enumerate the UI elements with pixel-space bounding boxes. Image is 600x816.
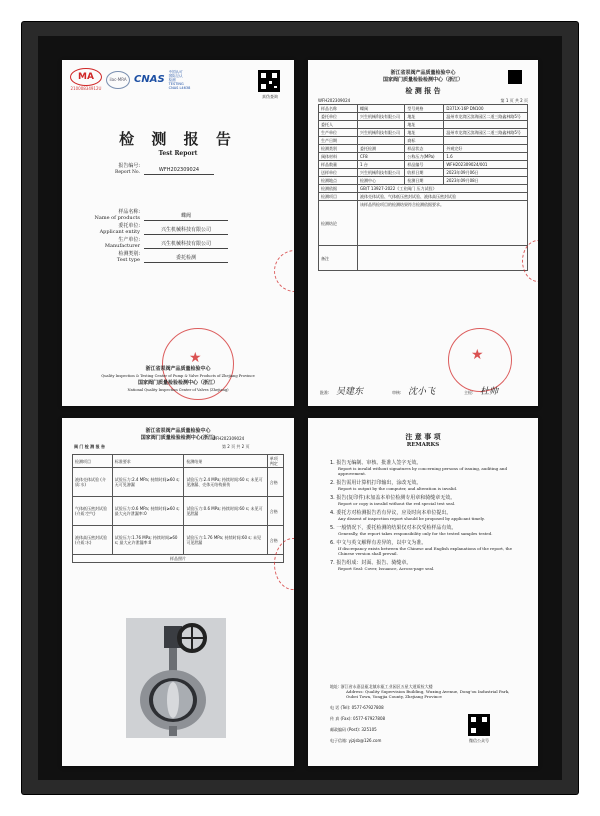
label-en: Applicant entity xyxy=(99,228,140,235)
remark-en: Generally, the report takes responsibility only for the tested samples tested. xyxy=(338,531,493,536)
picture-frame xyxy=(22,22,578,794)
label-cn: 样品名称: xyxy=(118,209,140,215)
remark-cn: 1. 报告无编制、审核、批准人签字无效。 xyxy=(330,460,422,466)
table-cell: 检测地点 xyxy=(319,177,358,185)
approver-label: 批准: xyxy=(320,390,330,395)
remark-cn: 7. 报告组成：封面、报告、骑缝章。 xyxy=(330,560,412,566)
cnas-caption-line: TESTING xyxy=(168,81,184,86)
table-cell xyxy=(358,137,405,145)
frame-mat xyxy=(38,36,562,780)
valve-photo xyxy=(126,618,226,738)
remark-cn: 4. 委托方对检测报告若有异议，应及时向本单位提出。 xyxy=(330,510,452,516)
butterfly-valve-image xyxy=(126,618,226,738)
remark-en: Report Seal: Cover, Issuance, Across-page seal. xyxy=(338,566,435,571)
qr-code xyxy=(258,70,280,92)
table-cell: 检测类别 xyxy=(319,145,358,153)
ma-logo xyxy=(70,68,102,91)
remark-en: Report or copy is invalid without the red special test seal. xyxy=(338,501,456,506)
table-cell: 该样品所检项目的检测结果符合检测依据要求。 xyxy=(358,201,528,246)
remarks-page xyxy=(308,418,538,766)
report-title-en: Test Report xyxy=(158,150,198,157)
email-label: 电子信箱: xyxy=(330,738,348,743)
field-label xyxy=(82,238,140,249)
table-cell: 样品状态 xyxy=(405,145,444,153)
table-cell: 阀体材料 xyxy=(319,153,358,161)
table-cell: 备注 xyxy=(319,246,358,271)
table-row xyxy=(319,105,528,113)
accreditation-logos xyxy=(70,68,190,91)
column-header: 检测项目 xyxy=(73,455,113,468)
tel-line xyxy=(330,705,516,710)
remarks-list xyxy=(330,460,516,575)
table-row xyxy=(319,185,528,193)
table-cell: CF8 xyxy=(358,153,405,161)
table-cell: 液体壳体试验、气体低压密封试验、液体高压密封试验 xyxy=(358,193,528,201)
field-row xyxy=(82,238,228,249)
table-row xyxy=(319,169,528,177)
summary-table xyxy=(318,104,528,271)
table-cell: 温州市龙湾区滨海园区二道三路鑫林路5号 xyxy=(444,113,528,121)
ma-number: 21000834912U xyxy=(70,86,102,91)
remark-en: Report is invalid without signatures by concerning persons of issuing, auditing and approvement. xyxy=(338,466,508,476)
auditor-label: 审核: xyxy=(392,390,402,395)
table-row xyxy=(319,161,528,169)
page-title: 阀 门 检 测 报 告 xyxy=(74,444,105,449)
remark-item xyxy=(330,540,516,556)
page-header2-cn: 国家阀门质量检验检测中心(浙江) xyxy=(140,435,216,441)
field-row xyxy=(82,210,228,221)
seal-star-icon: ★ xyxy=(189,350,202,366)
report-cover-page xyxy=(62,60,294,406)
report-no: WFH202309024 xyxy=(318,98,351,103)
field-label xyxy=(82,252,140,263)
table-cell: 兴生机械科技有限公司 xyxy=(358,169,405,177)
address-cn: 浙江省永嘉县瓯北镇东瓯工业园区五星大道质检大楼 xyxy=(340,684,433,689)
table-cell: 兴生机械科技有限公司 xyxy=(358,129,405,137)
auditor-signature: 沈小飞 xyxy=(408,387,436,397)
table-cell: 2023年09月06日 xyxy=(444,169,528,177)
issuer2-name-en: National Quality Inspection Center of Valves (Zhejiang) xyxy=(127,388,229,392)
table-cell: 送样单位 xyxy=(319,169,358,177)
page-header-cn: 浙江省泵阀产品质量检验中心 xyxy=(390,70,456,76)
post-value: 325105 xyxy=(361,727,377,732)
report-title-cn: 检 测 报 告 xyxy=(119,130,237,148)
seal-star-icon: ★ xyxy=(471,347,484,363)
field-label xyxy=(82,210,140,221)
label-cn: 检测类别: xyxy=(118,251,140,257)
table-row xyxy=(319,145,528,153)
inspector-signature: 杜帅 xyxy=(480,387,499,397)
remark-item xyxy=(330,525,516,536)
table-row xyxy=(73,468,284,497)
page-header2-cn: 国家阀门质量检验检测中心（浙江） xyxy=(382,77,463,83)
qr-caption: 真伪查询 xyxy=(262,94,278,99)
address-label: 地址: xyxy=(330,684,340,689)
page-title: 检 测 报 告 xyxy=(405,86,441,95)
table-cell: 液体高压密封试验 (介质:水) xyxy=(73,526,113,555)
table-cell: 委托人 xyxy=(319,121,358,129)
table-cell: 样品数量 xyxy=(319,161,358,169)
table-cell: 气体低压密封试验 (介质:空气) xyxy=(73,497,113,526)
approver-signature: 吴建东 xyxy=(336,387,364,397)
cnas-caption-line: 国际互认 xyxy=(168,73,183,78)
tel-label: 电 话 (Tel): xyxy=(330,705,351,710)
table-cell: 地址 xyxy=(405,121,444,129)
table-cell xyxy=(444,121,528,129)
cnas-mark: CNAS xyxy=(134,74,165,85)
table-cell: 检测中心 xyxy=(358,177,405,185)
table-cell: 地址 xyxy=(405,129,444,137)
page-indicator: 第 1 页 共 2 页 xyxy=(500,98,528,103)
remark-cn: 6. 中文与英文解释有差异的，以中文为准。 xyxy=(330,540,427,546)
table-row xyxy=(319,137,528,145)
table-cell: 样品编号 xyxy=(405,161,444,169)
table-cell: 委托单位 xyxy=(319,113,358,121)
remark-en: Report is output by the computer, and alteration is invalid. xyxy=(338,486,458,491)
page-indicator: 第 2 页 共 2 页 xyxy=(222,444,250,449)
remark-item xyxy=(330,510,516,521)
test-results-page xyxy=(62,418,294,766)
table-cell xyxy=(444,137,528,145)
remark-cn: 2. 报告需用计算机打印输出，涂改无效。 xyxy=(330,480,422,486)
remark-item xyxy=(330,495,516,506)
table-cell: 液体壳体试验 (介质:水) xyxy=(73,468,113,497)
table-cell: 收样日期 xyxy=(405,169,444,177)
field-row xyxy=(82,224,228,235)
label-en: Name of products xyxy=(94,214,140,221)
cnas-caption-line: 中国认可 xyxy=(168,69,183,74)
remark-cn: 3. 报告(复印件)未加盖本单位检测专用章和骑缝章无效。 xyxy=(330,495,456,501)
table-row xyxy=(319,193,528,201)
field-row xyxy=(82,252,228,263)
table-cell xyxy=(358,246,528,271)
table-cell: GB/T 13927-2022《工业阀门 压力试验》 xyxy=(358,185,528,193)
report-no-row xyxy=(82,164,214,175)
field-label xyxy=(82,224,140,235)
label-cn: 报告编号: xyxy=(118,163,140,169)
report-no: WFH202309024 xyxy=(212,436,245,441)
issuer-name-cn: 浙江省泵阀产品质量检验中心 xyxy=(145,366,211,372)
post-label: 邮政编码 (Post): xyxy=(330,727,361,732)
table-cell: 温州市龙湾区滨海园区二道三路鑫林路5号 xyxy=(444,129,528,137)
remarks-title-cn: 注 意 事 项 xyxy=(405,433,441,441)
table-cell: 委托检测 xyxy=(358,145,405,153)
ma-mark: MA xyxy=(70,68,102,86)
edge-seal xyxy=(274,250,294,292)
table-cell: WFH202309024/001 xyxy=(444,161,528,169)
field-value: 委托检测 xyxy=(144,254,228,263)
table-cell: 合格 xyxy=(267,497,283,526)
table-cell: 蝶阀 xyxy=(358,105,405,113)
table-cell: 检测项目 xyxy=(319,193,358,201)
table-cell: D371X-16P DN100 xyxy=(444,105,528,113)
label-cn: 生产单位: xyxy=(118,237,140,243)
column-header: 检测结果 xyxy=(184,455,267,468)
tel-value: 0577-67927808 xyxy=(351,705,384,710)
table-cell xyxy=(358,121,405,129)
remark-en: If discrepancy exists between the Chinese and English explanations of the report, the Chinese version shall prevail. xyxy=(338,546,512,556)
table-cell: 2023年09月08日 xyxy=(444,177,528,185)
cnas-caption-line: CNAS L4638 xyxy=(168,85,191,90)
fax-value: 0577-67927808 xyxy=(353,716,386,721)
table-cell: 试验压力:0.6 MPa; 持续时间≥60 s; 最大允许泄漏率:0 xyxy=(112,497,184,526)
table-row xyxy=(319,121,528,129)
field-value: 蝶阀 xyxy=(144,212,228,221)
table-cell: 检测日期 xyxy=(405,177,444,185)
remarks-title-en: REMARKS xyxy=(406,442,440,448)
table-cell: 兴生机械科技有限公司 xyxy=(358,113,405,121)
wechat-qr-code xyxy=(468,714,490,736)
ilac-logo: ilac-MRA xyxy=(106,71,130,89)
table-cell: 公称压力(MPa) xyxy=(405,153,444,161)
report-summary-page xyxy=(308,60,538,406)
remark-item xyxy=(330,460,516,476)
cnas-caption-line: 检测 xyxy=(168,77,176,82)
qr-caption: 微信公众号 xyxy=(469,738,489,743)
table-cell: 地址 xyxy=(405,113,444,121)
table-row xyxy=(73,526,284,555)
table-cell: 试验压力:0.6 MPa; 持续时间:60 s; 未见可见泄漏 xyxy=(184,497,267,526)
table-cell: 外观完好 xyxy=(444,145,528,153)
label-en: Report No. xyxy=(114,169,140,175)
cnas-caption xyxy=(169,70,191,90)
issuer2-name-cn: 国家阀门质量检验检测中心（浙江） xyxy=(137,380,218,386)
label-en: Manufacturer xyxy=(104,242,140,249)
table-cell: 样品名称 xyxy=(319,105,358,113)
column-header: 单项判定 xyxy=(267,455,283,468)
table-cell: 试验压力:2.4 MPa; 持续时间≥60 s; 无可见渗漏 xyxy=(112,468,184,497)
table-cell: 试验压力:1.76 MPa; 持续时间≥60 s; 最大允许泄漏率:0 xyxy=(112,526,184,555)
table-row xyxy=(319,246,528,271)
page-header-cn: 浙江省泵阀产品质量检验中心 xyxy=(145,428,211,434)
table-header-row xyxy=(73,455,284,468)
cnas-logo xyxy=(134,74,165,85)
results-table xyxy=(72,454,284,563)
table-cell: 生产单位 xyxy=(319,129,358,137)
remark-cn: 5. 一般情况下，委托检测的结果仅对本次受检样品有效。 xyxy=(330,525,457,531)
table-row xyxy=(319,177,528,185)
column-header: 标准要求 xyxy=(112,455,184,468)
table-cell: 检测依据 xyxy=(319,185,358,193)
email-value: yjzjsb@126.com xyxy=(348,738,382,743)
table-row xyxy=(319,153,528,161)
report-no-label xyxy=(82,164,140,175)
table-cell: 1.6 xyxy=(444,153,528,161)
table-cell: 生产日期 xyxy=(319,137,358,145)
table-cell: 试验压力:1.76 MPa; 持续时间:60 s; 未见可见泄漏 xyxy=(184,526,267,555)
table-row xyxy=(73,497,284,526)
issuer-name-en: Quality Inspection & Testing Center of Pump & Valve Products of Zhejiang Province xyxy=(101,374,255,378)
table-cell: 型号规格 xyxy=(405,105,444,113)
table-cell: 1 台 xyxy=(358,161,405,169)
remark-en: Any dissent of inspection report should be proposed by applicant timely. xyxy=(338,516,485,521)
table-cell: 合格 xyxy=(267,526,283,555)
table-cell: 试验压力:2.4 MPa; 持续时间:60 s; 未见可见渗漏、壳体无结构损伤 xyxy=(184,468,267,497)
label-en: Test type xyxy=(116,256,140,263)
field-value: 兴生机械科技有限公司 xyxy=(144,226,228,235)
table-row xyxy=(319,129,528,137)
table-cell: 合格 xyxy=(267,468,283,497)
table-row xyxy=(73,555,284,563)
remark-item xyxy=(330,560,516,571)
qr-code xyxy=(508,70,522,84)
photo-section-label: 样品照片 xyxy=(73,555,284,563)
table-row xyxy=(319,113,528,121)
fax-label: 传 真 (Fax): xyxy=(330,716,352,721)
remark-item xyxy=(330,480,516,491)
address-en: Address: Quality Supervision Building, Wuxing Avenue, Dong'ou Industrial Park, Oubei Town, Yongjia County, Zhejiang Province xyxy=(346,689,510,699)
inspector-label: 主检: xyxy=(464,390,474,395)
report-no-value: WFH202309024 xyxy=(144,167,214,175)
table-cell: 检测结论 xyxy=(319,201,358,246)
table-row xyxy=(319,201,528,246)
field-value: 兴生机械科技有限公司 xyxy=(144,240,228,249)
table-cell: 商标 xyxy=(405,137,444,145)
label-cn: 委托单位: xyxy=(118,223,140,229)
